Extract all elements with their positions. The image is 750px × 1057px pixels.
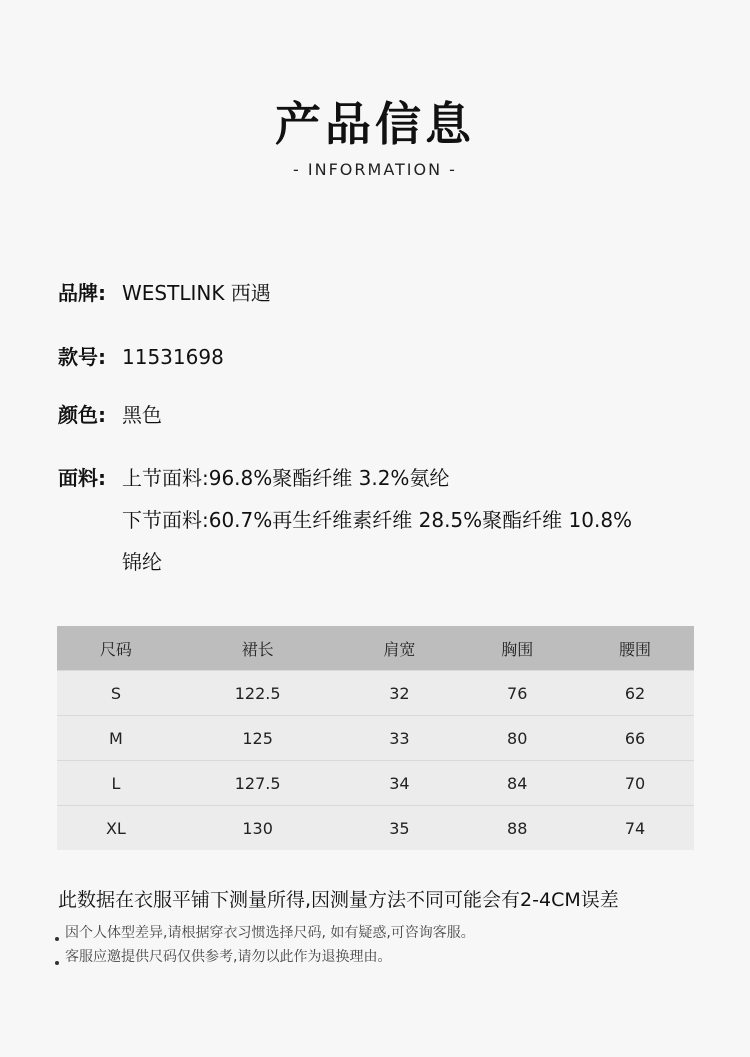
bullet-dot-icon [55, 937, 59, 941]
table-row [57, 761, 694, 806]
table-cell: 32 [340, 671, 458, 716]
fabric-details [122, 457, 682, 583]
brand-label: 品牌: [58, 281, 106, 305]
header-shoulder: 肩宽 [340, 626, 458, 671]
page-title: 产品信息 [275, 97, 475, 151]
table-cell: 127.5 [175, 761, 341, 806]
fabric-line-lower-cont: 锦纶 [122, 550, 162, 574]
page-subtitle: - INFORMATION - [293, 160, 457, 179]
table-cell: 122.5 [175, 671, 341, 716]
table-cell: 66 [576, 716, 694, 761]
bullet-dot-icon [55, 961, 59, 965]
style-no-value: 11531698 [122, 345, 224, 369]
note-bullet [55, 946, 391, 966]
size-table [57, 626, 694, 850]
style-no-label: 款号: [58, 345, 106, 369]
table-row [57, 671, 694, 716]
table-cell: 70 [576, 761, 694, 806]
brand-value: WESTLINK 西遇 [122, 281, 271, 305]
table-cell: 74 [576, 806, 694, 851]
header-length: 裙长 [175, 626, 341, 671]
color-value: 黑色 [122, 403, 162, 427]
note-bullet-text: 客服应邀提供尺码仅供参考,请勿以此作为退换理由。 [65, 949, 392, 965]
table-cell: 76 [458, 671, 576, 716]
color-row [58, 401, 162, 429]
table-cell: 125 [175, 716, 341, 761]
note-bullet [55, 922, 475, 942]
header-size: 尺码 [57, 626, 175, 671]
table-cell: XL [57, 806, 175, 851]
table-cell: S [57, 671, 175, 716]
table-cell: 35 [340, 806, 458, 851]
table-cell: 34 [340, 761, 458, 806]
table-cell: L [57, 761, 175, 806]
fabric-row [58, 464, 122, 492]
note-bullet-text: 因个人体型差异,请根据穿衣习惯选择尺码, 如有疑惑,可咨询客服。 [65, 925, 475, 941]
table-cell: 130 [175, 806, 341, 851]
table-cell: 84 [458, 761, 576, 806]
header-waist: 腰围 [576, 626, 694, 671]
table-row [57, 716, 694, 761]
size-table-header [57, 626, 694, 671]
color-label: 颜色: [58, 403, 106, 427]
table-cell: 88 [458, 806, 576, 851]
table-row [57, 806, 694, 851]
fabric-line-upper: 上节面料:96.8%聚酯纤维 3.2%氨纶 [122, 466, 450, 490]
measurement-note: 此数据在衣服平铺下测量所得,因测量方法不同可能会有2-4CM误差 [58, 889, 619, 911]
table-cell: 33 [340, 716, 458, 761]
fabric-line-lower: 下节面料:60.7%再生纤维素纤维 28.5%聚酯纤维 10.8% [122, 508, 633, 532]
header-bust: 胸围 [458, 626, 576, 671]
table-cell: M [57, 716, 175, 761]
fabric-label: 面料: [58, 466, 106, 490]
table-cell: 80 [458, 716, 576, 761]
brand-row [58, 279, 271, 307]
style-no-row [58, 343, 224, 371]
table-cell: 62 [576, 671, 694, 716]
